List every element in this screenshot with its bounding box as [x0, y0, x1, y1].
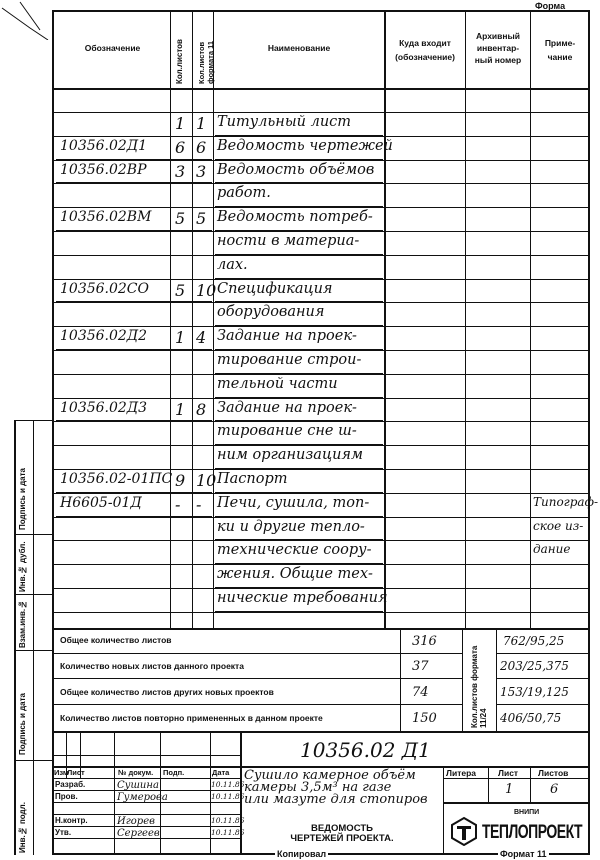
teploproekt-emblem-icon	[450, 816, 478, 846]
row-sheets-count: 9	[175, 471, 186, 490]
other-sheets-label: Общее количество листов других новых проектов	[60, 687, 274, 697]
row-name-line: ки и другие тепло-	[217, 518, 365, 535]
row-designation-underline	[56, 516, 212, 517]
row-sheets-f11: 5	[196, 209, 207, 229]
reused-f11-value: 406/50,75	[500, 711, 562, 725]
header-sheets-count: Кол.листов	[175, 39, 184, 84]
stamp-date: 10.11.86	[211, 828, 245, 837]
total-sheets-label: Общее количество листов	[60, 635, 172, 645]
stamp-role: Пров.	[55, 792, 78, 801]
row-name-line: нические требования	[217, 590, 388, 606]
totals-side-label: Кол.листов формата 11/24	[470, 645, 488, 728]
forma-label: Форма	[535, 1, 566, 11]
reused-sheets-label: Количество листов повторно примененных в данном проекте	[60, 713, 323, 723]
header-where-used: Куда входит (обозначение)	[395, 38, 455, 62]
stamp-h-list: Лист	[67, 768, 85, 777]
row-name-underline	[215, 349, 383, 350]
footer-copied: Копировал	[277, 849, 327, 859]
row-rule-line	[52, 231, 590, 232]
row-name-underline	[215, 611, 383, 612]
row-name-underline	[215, 468, 383, 469]
stamp-sheets-total: 6	[550, 782, 559, 797]
row-name-line: Ведомость чертежей	[217, 137, 393, 154]
other-f11-value: 153/19,125	[500, 685, 569, 699]
row-designation-underline	[56, 230, 212, 231]
row-rule-line	[52, 445, 590, 446]
row-sheets-count: 6	[175, 137, 186, 157]
binding-strip-line	[14, 420, 16, 855]
stamp-name: Игорев	[117, 816, 155, 827]
row-rule-line	[52, 183, 590, 184]
row-designation: 10356.02Д3	[60, 399, 148, 416]
row-name-underline	[215, 587, 383, 588]
row-designation: 10356.02ВР	[60, 161, 147, 178]
stamp-date: 10.11.86	[211, 780, 245, 789]
row-name-line: оборудования	[217, 304, 325, 321]
row-name-line: тельной части	[217, 375, 338, 392]
header-sheets-f11: Кол.листов формата 11	[197, 40, 215, 84]
row-name-line: ности в материа-	[217, 233, 360, 249]
row-sheets-count: 1	[175, 399, 186, 419]
row-name-underline	[215, 444, 383, 445]
stamp-h-litera: Литера	[446, 768, 476, 778]
row-rule-line	[52, 112, 590, 113]
row-rule-line	[52, 564, 590, 565]
row-name-underline	[215, 563, 383, 564]
new-sheets-label: Количество новых листов данного проекта	[60, 661, 244, 671]
row-sheets-count: 1	[175, 114, 186, 133]
row-name-underline	[215, 516, 383, 517]
row-rule-line	[52, 350, 590, 351]
stamp-role: Разраб.	[55, 780, 86, 789]
row-name-underline	[215, 325, 383, 326]
col-line	[170, 10, 171, 628]
row-sheets-count: 5	[175, 280, 186, 300]
total-sheets-value: 316	[412, 634, 437, 649]
row-sheets-f11: -	[196, 494, 202, 514]
row-name-underline	[215, 420, 383, 421]
stamp-date: 10.11.86	[211, 816, 245, 825]
row-name-underline	[215, 301, 383, 302]
stamp-h-doc: № докум.	[118, 768, 154, 777]
row-name-underline	[215, 230, 383, 231]
row-designation: 10356.02СО	[60, 280, 149, 297]
header-note: Приме- чание	[544, 38, 576, 62]
row-name-underline	[215, 373, 383, 374]
organization-logo: ВНИПИ ТЕПЛОПРОЕКТ	[450, 808, 586, 852]
row-rule-line	[52, 612, 590, 613]
row-name-line: технические соору-	[217, 542, 372, 559]
new-f11-value: 203/25,375	[500, 659, 569, 673]
row-name-underline	[215, 397, 383, 398]
row-sheets-count: 5	[175, 209, 186, 229]
stamp-h-date: Дата	[212, 768, 230, 777]
row-name-underline	[215, 492, 383, 493]
row-sheets-f11: 4	[196, 328, 207, 348]
row-designation: 10356.02Д1	[60, 137, 148, 154]
row-name-line: Задание на проек-	[217, 399, 357, 416]
row-designation-underline	[56, 301, 212, 302]
row-name-underline	[215, 159, 383, 160]
stamp-role: Н.контр.	[55, 816, 88, 825]
row-name-underline	[215, 539, 383, 540]
stamp-name: Сергеев	[117, 828, 160, 839]
row-designation: Н6605-01Д	[60, 494, 142, 511]
row-name-underline	[215, 182, 383, 183]
total-f11-value: 762/95,25	[503, 634, 565, 648]
binding-strip-line	[14, 420, 52, 421]
other-sheets-value: 74	[412, 685, 429, 700]
row-designation-underline	[56, 349, 212, 350]
row-sheets-count: 1	[175, 328, 186, 348]
stamp-name: Гумерова	[117, 792, 168, 803]
reused-sheets-value: 150	[412, 711, 437, 726]
row-sheets-f11: 1	[196, 114, 207, 133]
stamp-title: ВЕДОМОСТЬ ЧЕРТЕЖЕЙ ПРОЕКТА.	[290, 823, 394, 844]
header-archive: Архивный инвентар- ный номер	[474, 31, 522, 65]
row-name-line: Спецификация	[217, 280, 333, 297]
side-label-inv-podl: Инв.№ подл.	[18, 802, 27, 853]
row-designation-underline	[56, 159, 212, 160]
row-rule-line	[52, 255, 590, 256]
side-label-sign-date-2: Подпись и дата	[18, 468, 27, 530]
side-label-vzam-inv: Взам.инв.№	[18, 599, 27, 648]
row-name-underline	[215, 254, 383, 255]
row-designation: 10356.02-01ПС	[60, 471, 173, 487]
row-name-line: ним организациям	[217, 447, 364, 464]
row-rule-line	[52, 588, 590, 589]
row-rule-line	[52, 207, 590, 208]
row-name-line: жения. Общие тех-	[217, 566, 373, 583]
stamp-h-sheet: Лист	[498, 768, 519, 778]
row-designation-underline	[56, 420, 212, 421]
stamp-document-code: 10356.02 Д1	[300, 738, 431, 762]
row-note-line: Типограф-	[533, 494, 599, 509]
row-name-underline	[215, 206, 383, 207]
stamp-h-sheets: Листов	[538, 768, 569, 778]
stamp-object-desc: Сушило камерное объём камеры 3,5м³ на газе или мазуте для стопиров	[244, 768, 428, 807]
row-sheets-f11: 6	[196, 137, 207, 157]
row-rule-line	[52, 421, 590, 422]
header-bottom-line	[52, 88, 590, 90]
side-label-sign-date-1: Подпись и дата	[18, 693, 27, 755]
footer-format: Формат 11	[500, 849, 547, 859]
stamp-sheet-number: 1	[505, 782, 514, 797]
stamp-role: Утв.	[55, 828, 72, 837]
row-designation: 10356.02Д2	[60, 328, 148, 345]
row-name-line: лах.	[217, 256, 248, 273]
row-name-line: тирование сне ш-	[217, 423, 357, 440]
header-name: Наименование	[267, 43, 331, 53]
row-sheets-f11: 10	[196, 471, 217, 490]
row-name-line: тирование строи-	[217, 352, 362, 368]
row-name-line: Печи, сушила, топ-	[217, 494, 370, 511]
header-designation: Обозначение	[84, 43, 141, 53]
row-sheets-f11: 3	[196, 161, 207, 181]
corner-scribble	[0, 0, 50, 40]
row-name-underline	[215, 278, 383, 279]
row-note-line: ское из-	[533, 518, 584, 533]
row-rule-line	[52, 469, 590, 470]
row-name-line: Задание на проек-	[217, 328, 357, 345]
row-sheets-count: 3	[175, 161, 186, 181]
row-name-line: Титульный лист	[217, 114, 352, 130]
stamp-date: 10.11.86	[211, 792, 245, 801]
side-label-inv-dubl: Инв.№ дубл.	[18, 541, 27, 592]
row-rule-line	[52, 302, 590, 303]
row-sheets-f11: 10	[196, 280, 217, 300]
stamp-name: Сушина	[117, 780, 159, 791]
row-rule-line	[52, 540, 590, 541]
row-designation-underline	[56, 182, 212, 183]
row-designation: 10356.02ВМ	[60, 209, 152, 226]
row-name-line: Ведомость потреб-	[217, 209, 373, 226]
new-sheets-value: 37	[412, 659, 429, 674]
binding-strip-line	[33, 420, 34, 855]
row-name-line: работ.	[217, 185, 271, 202]
totals-top-line	[52, 628, 590, 630]
row-rule-line	[52, 326, 590, 327]
row-name-line: Паспорт	[217, 471, 288, 487]
row-sheets-count: -	[175, 494, 181, 514]
stamp-h-sign: Подп.	[163, 768, 185, 777]
row-note-line: дание	[533, 542, 571, 557]
row-name-line: Ведомость объёмов	[217, 161, 375, 178]
stamp-h-izm: Изм	[54, 768, 69, 777]
row-sheets-f11: 8	[196, 399, 207, 419]
row-designation-underline	[56, 492, 212, 493]
row-name-underline	[215, 135, 383, 136]
